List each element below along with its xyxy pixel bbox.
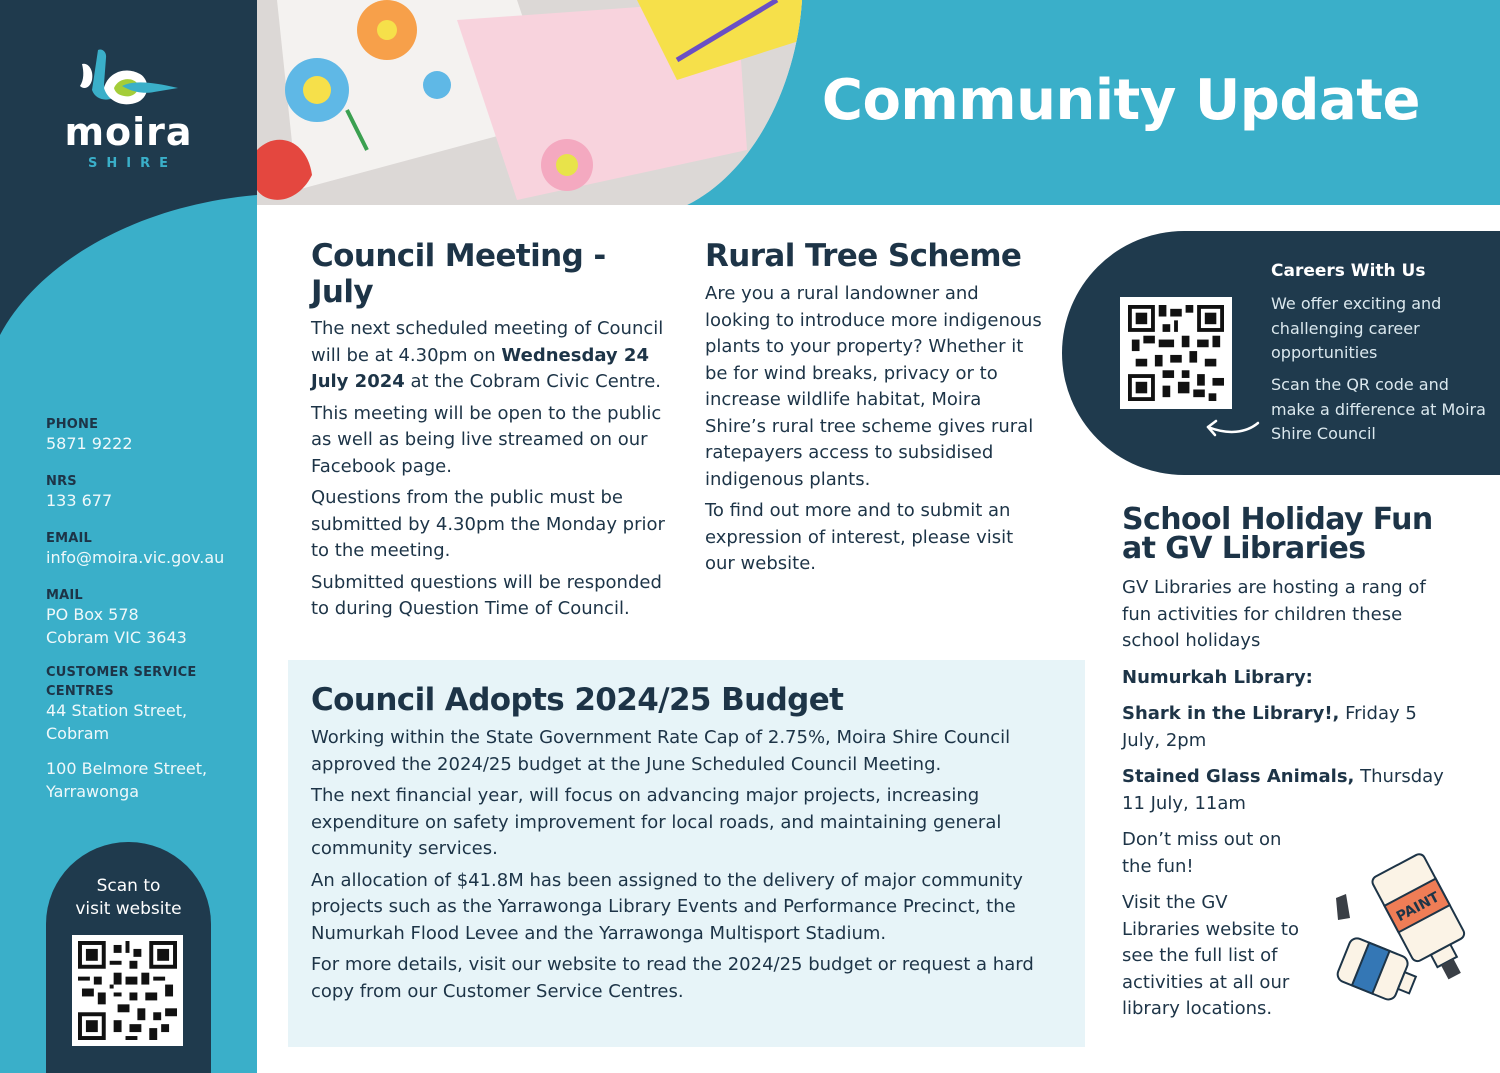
- budget-article: [311, 682, 1071, 1010]
- council-meeting-p4: Submitted questions will be responded to during Question Time of Council.: [311, 571, 662, 619]
- council-meeting-p3: Questions from the public must be submitted by 4.30pm the Monday prior to the meeting.: [311, 487, 665, 561]
- logo-wordmark: moira: [64, 110, 193, 154]
- budget-p3: An allocation of $41.8M has been assigned to the delivery of major community projects such as the Yarrawonga Library Events and Performance Precinct, the Numurkah Flood Levee and the Yarrawonga Multisport Stadium.: [311, 869, 1023, 944]
- logo-subtitle: SHIRE: [88, 156, 177, 171]
- rural-tree-heading: Rural Tree Scheme: [705, 238, 1022, 274]
- event-1-title: Shark in the Library!,: [1122, 703, 1340, 724]
- event-1-date: Friday 5 July, 2pm: [1122, 703, 1417, 751]
- budget-p1: Working within the State Government Rate Cap of 2.75%, Moira Shire Council approved the 2024/25 budget at the June Scheduled Council Meeting.: [311, 727, 1011, 775]
- curved-arrow-icon: [1202, 417, 1262, 443]
- contact-mail: [46, 588, 187, 649]
- holiday-heading: [1122, 502, 1472, 566]
- council-meeting-article: [311, 238, 671, 628]
- holiday-event-1: [1122, 701, 1447, 754]
- careers-card: [1062, 231, 1500, 475]
- mail-label: MAIL: [46, 588, 83, 603]
- careers-heading: Careers With Us: [1271, 261, 1426, 281]
- crafts-photo: [257, 0, 817, 205]
- sidebar: [0, 0, 257, 1073]
- nrs-label: NRS: [46, 474, 77, 489]
- phone-value[interactable]: 5871 9222: [46, 434, 133, 453]
- holiday-library: [1122, 665, 1472, 692]
- email-label: EMAIL: [46, 531, 92, 546]
- website-qr-code[interactable]: [72, 935, 183, 1046]
- holiday-miss: Don’t miss out on the fun!: [1122, 829, 1282, 877]
- paint-tubes-illustration: [1328, 848, 1478, 1023]
- rural-tree-p2: To find out more and to submit an expression of interest, please visit our website.: [705, 500, 1014, 574]
- qr-code-icon: [1128, 305, 1224, 401]
- centre2-line1: 100 Belmore Street,: [46, 759, 208, 778]
- careers-qr-code[interactable]: [1120, 297, 1232, 409]
- careers-p1: We offer exciting and challenging career opportunities: [1271, 294, 1442, 362]
- email-value[interactable]: info@moira.vic.gov.au: [46, 548, 225, 567]
- phone-label: PHONE: [46, 417, 99, 432]
- mail-line2: Cobram VIC 3643: [46, 628, 187, 647]
- rural-tree-article: [705, 238, 1045, 583]
- qr-code-icon: [78, 941, 177, 1040]
- centre2-line2: Yarrawonga: [46, 782, 140, 801]
- rural-tree-p1: Are you a rural landowner and looking to introduce more indigenous plants to your property? Whether it be for wind breaks, privacy or to increase wildlife habitat, Moira Shire’s rural tree scheme gives rural ratepayers access to subsidised indigenous plants.: [705, 283, 1042, 490]
- scan-website-card: [46, 842, 211, 1073]
- moira-logo[interactable]: [46, 44, 211, 171]
- council-p1-text-b: at the Cobram Civic Centre.: [410, 371, 662, 392]
- council-p1-date: Wednesday 24 July 2024: [311, 344, 649, 392]
- council-meeting-p2: This meeting will be open to the public as well as being live streamed on our Facebook page.: [311, 402, 662, 477]
- contact-email: [46, 531, 224, 569]
- scan-card-text: [46, 875, 211, 921]
- holiday-event-2: [1122, 764, 1447, 817]
- budget-heading: Council Adopts 2024/25 Budget: [311, 682, 844, 718]
- centre1-line2: Cobram: [46, 724, 110, 743]
- event-2-date: Thursday 11 July, 11am: [1122, 766, 1444, 814]
- council-meeting-heading: Council Meeting - July: [311, 238, 606, 310]
- holiday-heading-line2: at GV Libraries: [1122, 531, 1366, 566]
- holiday-intro: GV Libraries are hosting a rang of fun activities for children these school holidays: [1122, 577, 1426, 651]
- page-title: Community Update: [821, 68, 1420, 133]
- budget-p4: For more details, visit our website to read the 2024/25 budget or request a hard copy from our Customer Service Centres.: [311, 954, 1034, 1002]
- budget-p2: The next financial year, will focus on advancing major projects, increasing expenditure on safety improvement for local roads, and maintaining general community services.: [311, 785, 1002, 859]
- centres-label-2: CENTRES: [46, 684, 114, 699]
- council-meeting-p1: [311, 316, 671, 396]
- event-2-title: Stained Glass Animals,: [1122, 766, 1355, 787]
- holiday-library-name: Numurkah Library:: [1122, 666, 1313, 688]
- centre1-line1: 44 Station Street,: [46, 701, 188, 720]
- header-banner: [257, 0, 1500, 205]
- contact-centres: [46, 665, 207, 803]
- mail-line1: PO Box 578: [46, 605, 139, 624]
- careers-p2: Scan the QR code and make a difference at Moira Shire Council: [1271, 375, 1486, 443]
- paint-tube-label: PAINT: [1393, 889, 1443, 926]
- scan-card-line2: visit website: [75, 899, 182, 919]
- contact-nrs: [46, 474, 112, 512]
- council-p1-text-a: The next scheduled meeting of Council will be at 4.30pm on: [311, 318, 664, 366]
- contact-phone: [46, 417, 133, 455]
- scan-card-line1: Scan to: [96, 876, 161, 896]
- moira-bird-icon: [74, 44, 184, 110]
- holiday-visit: Visit the GV Libraries website to see the full list of activities at all our library locations.: [1122, 892, 1299, 1019]
- nrs-value[interactable]: 133 677: [46, 491, 113, 510]
- holiday-heading-line1: School Holiday Fun: [1122, 502, 1433, 537]
- centres-label-1: CUSTOMER SERVICE: [46, 665, 197, 680]
